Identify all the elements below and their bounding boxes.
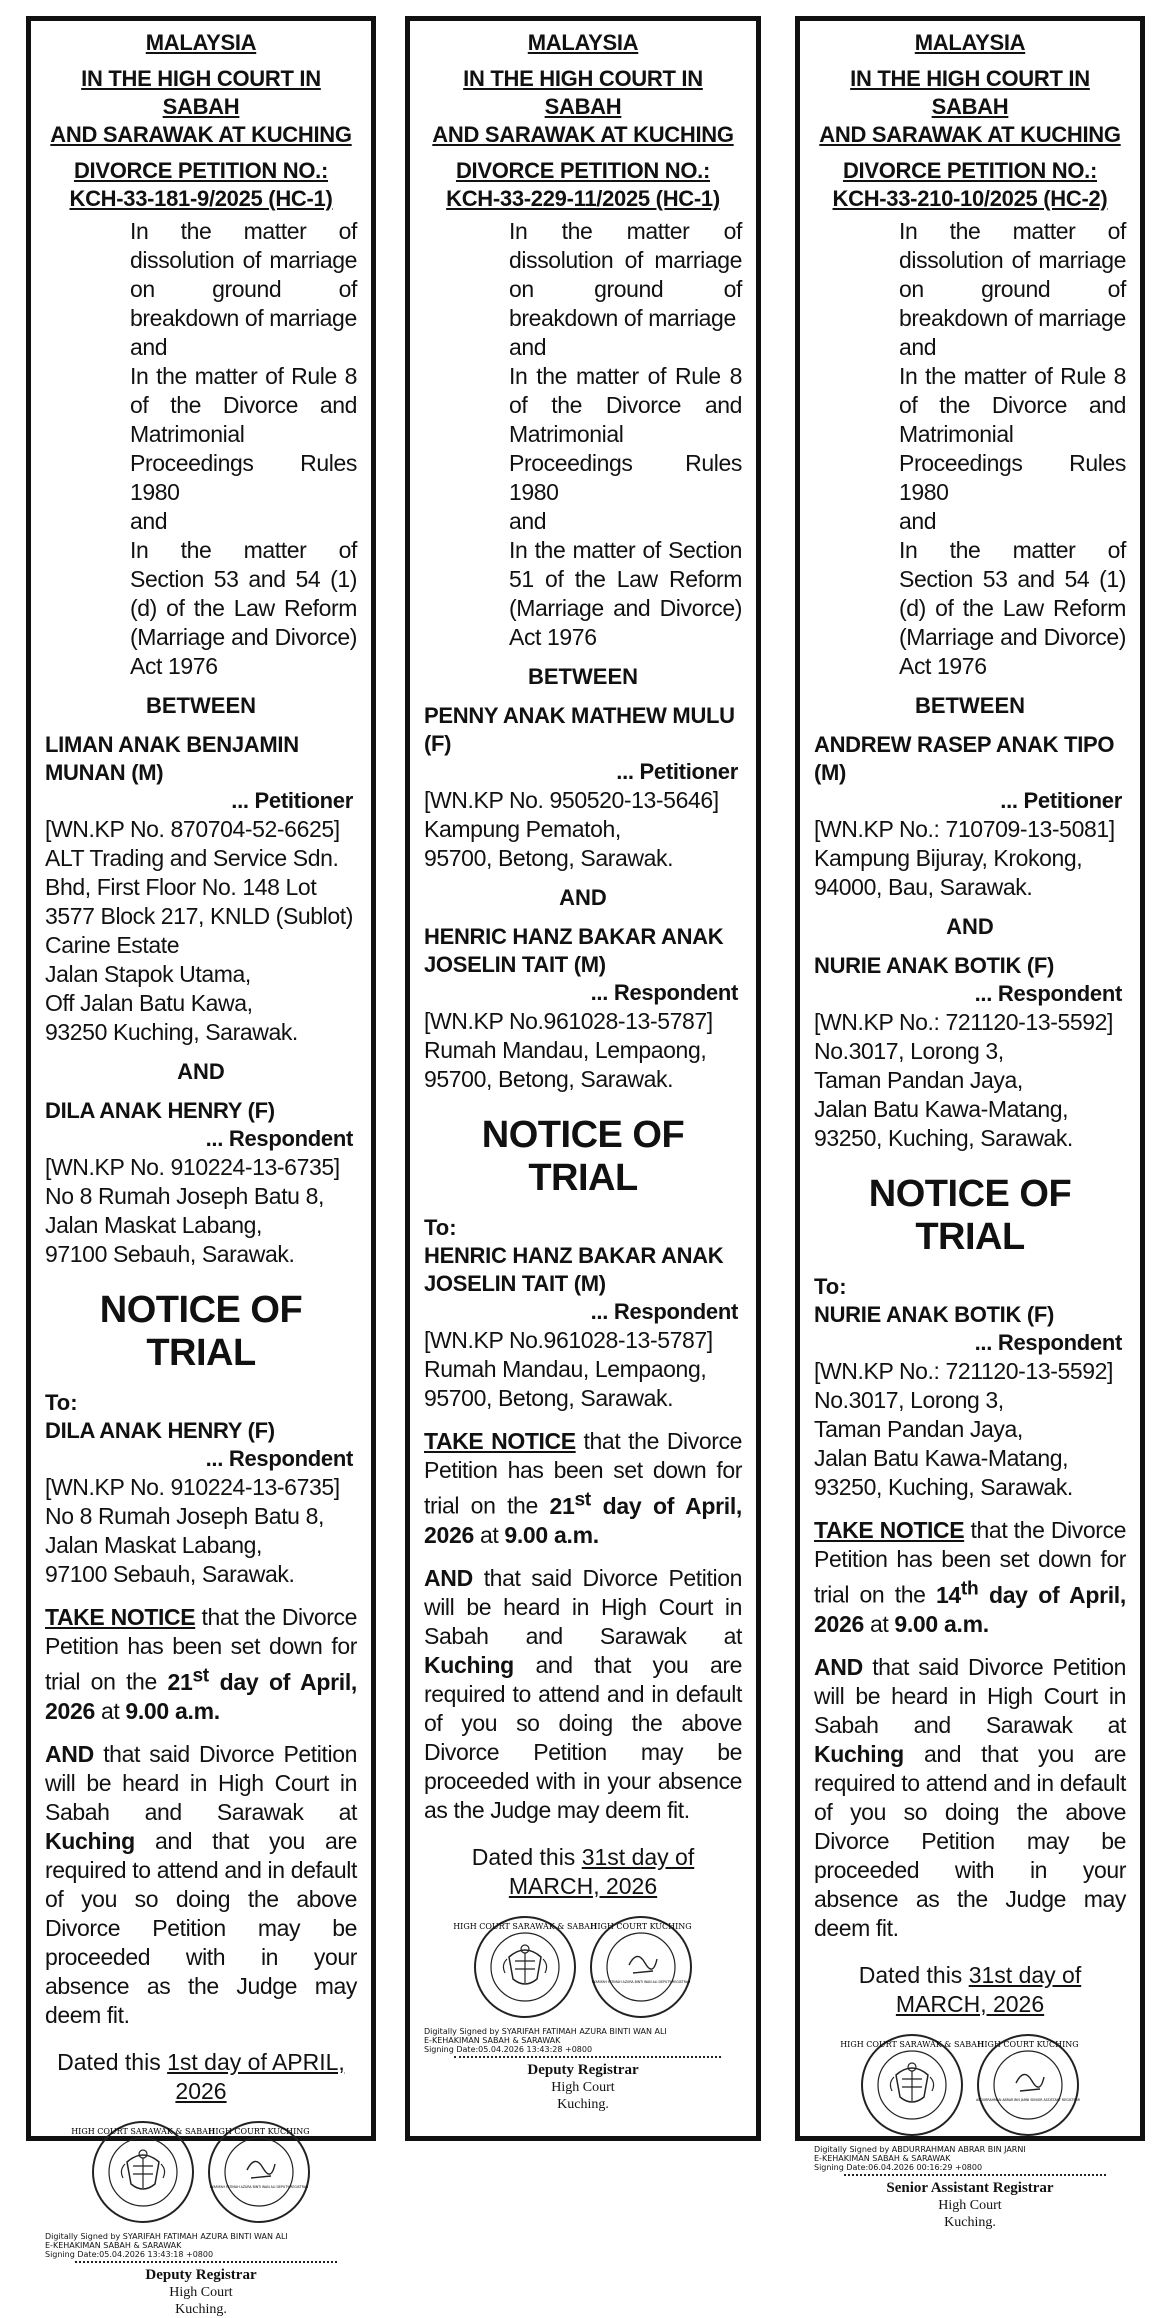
line: Jalan Batu Kawa-Matang, <box>814 1445 1069 1471</box>
seal-right-text: HIGH COURT KUCHING <box>208 2126 310 2136</box>
petition-label: DIVORCE PETITION NO.: <box>455 158 711 183</box>
signature-line <box>844 2174 1106 2176</box>
matter-2: In the matter of Rule 8 of the Divorce and Matrimonial Proceedings Rules 1980 <box>509 363 742 505</box>
respondent-address <box>814 1008 1126 1153</box>
matter-block <box>899 217 1126 681</box>
signature-line <box>454 2056 721 2058</box>
line: ALT Trading and Service Sdn. Bhd, First Floor No. 148 Lot 3577 Block 217, KNLD (Sublot) Carine Estate <box>45 845 354 958</box>
to-name: NURIE ANAK BOTIK (F) <box>814 1302 1055 1327</box>
dated-value: 31st day of MARCH, 2026 <box>508 1843 695 1899</box>
notice-text: that the Divorce Petition has been set down for trial on the <box>814 1517 1126 1608</box>
petitioner-address <box>45 815 357 1047</box>
line: Rumah Mandau, Lempaong, <box>424 1037 707 1063</box>
line: 94000, Bau, Sarawak. <box>814 874 1033 900</box>
court-line-1: IN THE HIGH COURT IN SABAH <box>850 66 1090 119</box>
notice-time: 9.00 a.m. <box>894 1610 989 1637</box>
registrar-place: Kuching. <box>944 2214 996 2230</box>
line: E-KEHAKIMAN SABAH & SARAWAK <box>424 2035 561 2045</box>
court-seals <box>424 1913 742 2021</box>
line: Taman Pandan Jaya, <box>814 1416 1023 1442</box>
petitioner-role: ... Petitioner <box>231 788 353 813</box>
notice-column-1 <box>26 16 376 2317</box>
petitioner-name: ANDREW RASEP ANAK TIPO (M) <box>814 732 1115 785</box>
court-line-2: AND SARAWAK AT KUCHING <box>50 122 352 147</box>
seal-right-inner: ABDURRAHMAN ABRAR BIN JARNI SENIOR ASSISTANT REGISTRAR <box>976 2097 1080 2102</box>
line: 95700, Betong, Sarawak. <box>424 845 674 871</box>
take-notice-paragraph <box>424 1427 742 1550</box>
line: Rumah Mandau, Lempaong, <box>424 1356 707 1382</box>
line: 93250, Kuching, Sarawak. <box>814 1474 1073 1500</box>
dated-line <box>814 1961 1126 2019</box>
take-notice-label: TAKE NOTICE <box>814 1517 965 1543</box>
court-emblem-seal <box>453 1913 597 2021</box>
court-heading <box>45 29 357 213</box>
registrar-title: Senior Assistant Registrar <box>886 2179 1054 2196</box>
respondent-name: HENRIC HANZ BAKAR ANAK JOSELIN TAIT (M) <box>424 924 724 977</box>
dated-value: 31st day of MARCH, 2026 <box>895 1961 1082 2017</box>
notice-day-suffix: st <box>192 1665 209 1686</box>
take-notice-paragraph <box>45 1603 357 1726</box>
and-label: AND <box>559 885 607 910</box>
line: No.3017, Lorong 3, <box>814 1387 1004 1413</box>
line: Signing Date:05.04.2026 13:43:28 +0800 <box>424 2044 593 2054</box>
line: Digitally Signed by ABDURRAHMAN ABRAR BIN JARNI <box>814 2144 1026 2154</box>
line: 95700, Betong, Sarawak. <box>424 1385 674 1411</box>
petition-label: DIVORCE PETITION NO.: <box>842 158 1098 183</box>
notice-time: 9.00 a.m. <box>504 1521 599 1548</box>
matter-and-2: and <box>899 508 937 534</box>
hearing-and: AND <box>814 1653 863 1680</box>
petitioner-role: ... Petitioner <box>616 759 738 784</box>
notice-title: NOTICE OF TRIAL <box>481 1114 685 1199</box>
notice-day: 21 <box>549 1492 575 1519</box>
between-label: BETWEEN <box>528 664 638 689</box>
matter-block <box>509 217 742 652</box>
petitioner-name: PENNY ANAK MATHEW MULU (F) <box>424 703 735 756</box>
seal-right-inner: SYARIFAH FATIMAH AZURA BINTI WAN ALI DEPUTY REGISTRAR <box>591 1979 691 1984</box>
notice-column-3 <box>795 16 1145 2230</box>
registrar-court: High Court <box>551 2079 615 2095</box>
court-emblem-seal <box>71 2118 215 2226</box>
take-notice-label: TAKE NOTICE <box>45 1604 196 1630</box>
petitioner-name: LIMAN ANAK BENJAMIN MUNAN (M) <box>45 732 299 785</box>
to-name: HENRIC HANZ BAKAR ANAK JOSELIN TAIT (M) <box>424 1243 724 1296</box>
line: Jalan Maskat Labang, <box>45 1212 263 1238</box>
matter-and-1: and <box>130 334 168 360</box>
matter-block <box>130 217 357 681</box>
seal-left-text: HIGH COURT SARAWAK & SABAH <box>453 1921 597 1931</box>
petition-number: KCH-33-210-10/2025 (HC-2) <box>832 186 1108 211</box>
hearing-place: Kuching <box>814 1740 904 1767</box>
to-role: ... Respondent <box>590 1299 738 1324</box>
petition-label: DIVORCE PETITION NO.: <box>73 158 329 183</box>
dated-prefix: Dated this <box>858 1961 969 1988</box>
line: [WN.KP No. 870704-52-6625] <box>45 816 340 842</box>
hearing-and: AND <box>45 1740 94 1767</box>
line: Jalan Maskat Labang, <box>45 1532 263 1558</box>
petitioner-address <box>814 815 1126 902</box>
digital-signature <box>45 2232 357 2259</box>
dated-value: 1st day of APRIL, 2026 <box>167 2048 345 2104</box>
seal-right-text: HIGH COURT KUCHING <box>590 1921 692 1931</box>
registrar-title: Deputy Registrar <box>527 2061 639 2078</box>
country: MALAYSIA <box>145 30 257 55</box>
court-emblem-seal <box>840 2031 984 2139</box>
hearing-text-1: that said Divorce Petition will be heard in High Court in Sabah and Sarawak at <box>45 1740 357 1825</box>
matter-1: In the matter of dissolution of marriage on ground of breakdown of marriage <box>899 218 1126 331</box>
registrar-stamp-seal <box>205 2118 313 2226</box>
seal-right-inner: SYARIFAH FATIMAH AZURA BINTI WAN ALI DEPUTY REGISTRAR <box>209 2184 309 2189</box>
notice-title: NOTICE OF TRIAL <box>99 1289 303 1374</box>
line: Taman Pandan Jaya, <box>814 1067 1023 1093</box>
registrar-stamp-seal <box>974 2031 1082 2139</box>
to-label: To: <box>424 1215 457 1240</box>
court-line-2: AND SARAWAK AT KUCHING <box>819 122 1121 147</box>
line: E-KEHAKIMAN SABAH & SARAWAK <box>814 2153 951 2163</box>
hearing-text-1: that said Divorce Petition will be heard in High Court in Sabah and Sarawak at <box>424 1564 742 1649</box>
to-address <box>424 1326 742 1413</box>
take-notice-label: TAKE NOTICE <box>424 1428 576 1454</box>
registrar-place: Kuching. <box>557 2096 609 2112</box>
notice-text: that the Divorce Petition has been set down for trial on the <box>424 1428 742 1519</box>
registrar-court: High Court <box>938 2197 1002 2213</box>
line: [WN.KP No. 950520-13-5646] <box>424 787 719 813</box>
hearing-place: Kuching <box>424 1651 514 1678</box>
matter-and-2: and <box>509 508 547 534</box>
registrar-stamp-seal <box>587 1913 695 2021</box>
line: [WN.KP No.961028-13-5787] <box>424 1008 713 1034</box>
court-heading <box>814 29 1126 213</box>
notice-day: 21 <box>167 1668 193 1695</box>
line: [WN.KP No.: 721120-13-5592] <box>814 1358 1114 1384</box>
registrar-place: Kuching. <box>175 2301 227 2317</box>
court-line-1: IN THE HIGH COURT IN SABAH <box>81 66 321 119</box>
line: 97100 Sebauh, Sarawak. <box>45 1241 295 1267</box>
to-address <box>814 1357 1126 1502</box>
matter-1: In the matter of dissolution of marriage on ground of breakdown of marriage <box>130 218 357 331</box>
notice-column-2 <box>405 16 761 2141</box>
notice-date: day of April, 2026 <box>814 1581 1126 1637</box>
notice-day-suffix: st <box>574 1489 591 1510</box>
hearing-text-1: that said Divorce Petition will be heard in High Court in Sabah and Sarawak at <box>814 1653 1126 1738</box>
registrar-court: High Court <box>169 2284 233 2300</box>
hearing-text-2: and that you are required to attend and in default of you so doing the above Divorce Petition may be proceeded with in your absence as the Judge may deem fit. <box>45 1827 357 2028</box>
matter-and-2: and <box>130 508 168 534</box>
line: Signing Date:05.04.2026 13:43:18 +0800 <box>45 2249 214 2259</box>
petitioner-role: ... Petitioner <box>1000 788 1122 813</box>
registrar-block <box>45 2267 357 2318</box>
respondent-role: ... Respondent <box>205 1126 353 1151</box>
line: E-KEHAKIMAN SABAH & SARAWAK <box>45 2240 182 2250</box>
matter-3: In the matter of Section 51 of the Law Reform (Marriage and Divorce) Act 1976 <box>509 537 742 650</box>
notice-text: that the Divorce Petition has been set down for trial on the <box>45 1604 357 1695</box>
hearing-text-2: and that you are required to attend and in default of you so doing the above Divorce Petition may be proceeded with in your absence as the Judge may deem fit. <box>424 1651 742 1823</box>
to-name: DILA ANAK HENRY (F) <box>45 1418 275 1443</box>
notice-time: 9.00 a.m. <box>125 1697 220 1724</box>
line: Digitally Signed by SYARIFAH FATIMAH AZURA BINTI WAN ALI <box>45 2231 288 2241</box>
notice-at: at <box>863 1610 895 1637</box>
hearing-and: AND <box>424 1564 473 1591</box>
and-label: AND <box>177 1059 225 1084</box>
to-role: ... Respondent <box>205 1446 353 1471</box>
respondent-role: ... Respondent <box>974 981 1122 1006</box>
petition-number: KCH-33-229-11/2025 (HC-1) <box>446 186 720 211</box>
registrar-block <box>814 2180 1126 2231</box>
line: Off Jalan Batu Kawa, <box>45 990 253 1016</box>
notice-at: at <box>473 1521 505 1548</box>
respondent-name: NURIE ANAK BOTIK (F) <box>814 953 1055 978</box>
petition-number: KCH-33-181-9/2025 (HC-1) <box>69 186 333 211</box>
court-heading <box>424 29 742 213</box>
take-notice-paragraph <box>814 1516 1126 1639</box>
notice-date: day of April, 2026 <box>424 1492 742 1548</box>
notice-day-suffix: th <box>960 1578 979 1599</box>
line: [WN.KP No.: 710709-13-5081] <box>814 816 1115 842</box>
hearing-paragraph <box>424 1564 742 1825</box>
respondent-name: DILA ANAK HENRY (F) <box>45 1098 275 1123</box>
country: MALAYSIA <box>914 30 1026 55</box>
line: Kampung Pematoh, <box>424 816 621 842</box>
matter-and-1: and <box>899 334 937 360</box>
seal-left-text: HIGH COURT SARAWAK & SABAH <box>71 2126 215 2136</box>
court-line-1: IN THE HIGH COURT IN SABAH <box>463 66 703 119</box>
line: Digitally Signed by SYARIFAH FATIMAH AZURA BINTI WAN ALI <box>424 2026 667 2036</box>
hearing-paragraph <box>45 1740 357 2030</box>
line: No.3017, Lorong 3, <box>814 1038 1004 1064</box>
line: [WN.KP No.: 721120-13-5592] <box>814 1009 1114 1035</box>
registrar-title: Deputy Registrar <box>145 2266 257 2283</box>
hearing-paragraph <box>814 1653 1126 1943</box>
line: No 8 Rumah Joseph Batu 8, <box>45 1183 324 1209</box>
line: [WN.KP No. 910224-13-6735] <box>45 1474 340 1500</box>
notice-at: at <box>94 1697 126 1724</box>
matter-2: In the matter of Rule 8 of the Divorce and Matrimonial Proceedings Rules 1980 <box>899 363 1126 505</box>
hearing-place: Kuching <box>45 1827 135 1854</box>
respondent-address <box>45 1153 357 1269</box>
line: 93250 Kuching, Sarawak. <box>45 1019 298 1045</box>
court-line-2: AND SARAWAK AT KUCHING <box>432 122 734 147</box>
line: 93250, Kuching, Sarawak. <box>814 1125 1073 1151</box>
line: [WN.KP No. 910224-13-6735] <box>45 1154 340 1180</box>
to-address <box>45 1473 357 1589</box>
matter-and-1: and <box>509 334 547 360</box>
line: 97100 Sebauh, Sarawak. <box>45 1561 295 1587</box>
seal-right-text: HIGH COURT KUCHING <box>977 2039 1079 2049</box>
notice-day: 14 <box>935 1581 961 1608</box>
dated-line <box>424 1843 742 1901</box>
line: Jalan Batu Kawa-Matang, <box>814 1096 1069 1122</box>
and-label: AND <box>946 914 994 939</box>
line: [WN.KP No.961028-13-5787] <box>424 1327 713 1353</box>
line: 95700, Betong, Sarawak. <box>424 1066 674 1092</box>
court-seals <box>814 2031 1126 2139</box>
to-label: To: <box>814 1274 847 1299</box>
dated-prefix: Dated this <box>471 1843 582 1870</box>
notice-title: NOTICE OF TRIAL <box>868 1173 1072 1258</box>
respondent-address <box>424 1007 742 1094</box>
dated-prefix: Dated this <box>57 2048 168 2075</box>
matter-2: In the matter of Rule 8 of the Divorce and Matrimonial Proceedings Rules 1980 <box>130 363 357 505</box>
registrar-block <box>424 2062 742 2113</box>
hearing-text-2: and that you are required to attend and in default of you so doing the above Divorce Petition may be proceeded with in your absence as the Judge may deem fit. <box>814 1740 1126 1941</box>
dated-line <box>45 2048 357 2106</box>
respondent-role: ... Respondent <box>590 980 738 1005</box>
between-label: BETWEEN <box>915 693 1025 718</box>
matter-1: In the matter of dissolution of marriage on ground of breakdown of marriage <box>509 218 742 331</box>
notice-date: day of April, 2026 <box>45 1668 357 1724</box>
to-role: ... Respondent <box>974 1330 1122 1355</box>
to-label: To: <box>45 1390 78 1415</box>
country: MALAYSIA <box>527 30 639 55</box>
signature-line <box>75 2261 337 2263</box>
matter-3: In the matter of Section 53 and 54 (1) (d) of the Law Reform (Marriage and Divorce) Act 1976 <box>899 537 1126 679</box>
line: No 8 Rumah Joseph Batu 8, <box>45 1503 324 1529</box>
digital-signature <box>814 2145 1126 2172</box>
line: Jalan Stapok Utama, <box>45 961 251 987</box>
between-label: BETWEEN <box>146 693 256 718</box>
line: Signing Date:06.04.2026 00:16:29 +0800 <box>814 2162 983 2172</box>
digital-signature <box>424 2027 742 2054</box>
seal-left-text: HIGH COURT SARAWAK & SABAH <box>840 2039 984 2049</box>
court-seals <box>45 2118 357 2226</box>
line: Kampung Bijuray, Krokong, <box>814 845 1083 871</box>
petitioner-address <box>424 786 742 873</box>
matter-3: In the matter of Section 53 and 54 (1) (d) of the Law Reform (Marriage and Divorce) Act 1976 <box>130 537 357 679</box>
